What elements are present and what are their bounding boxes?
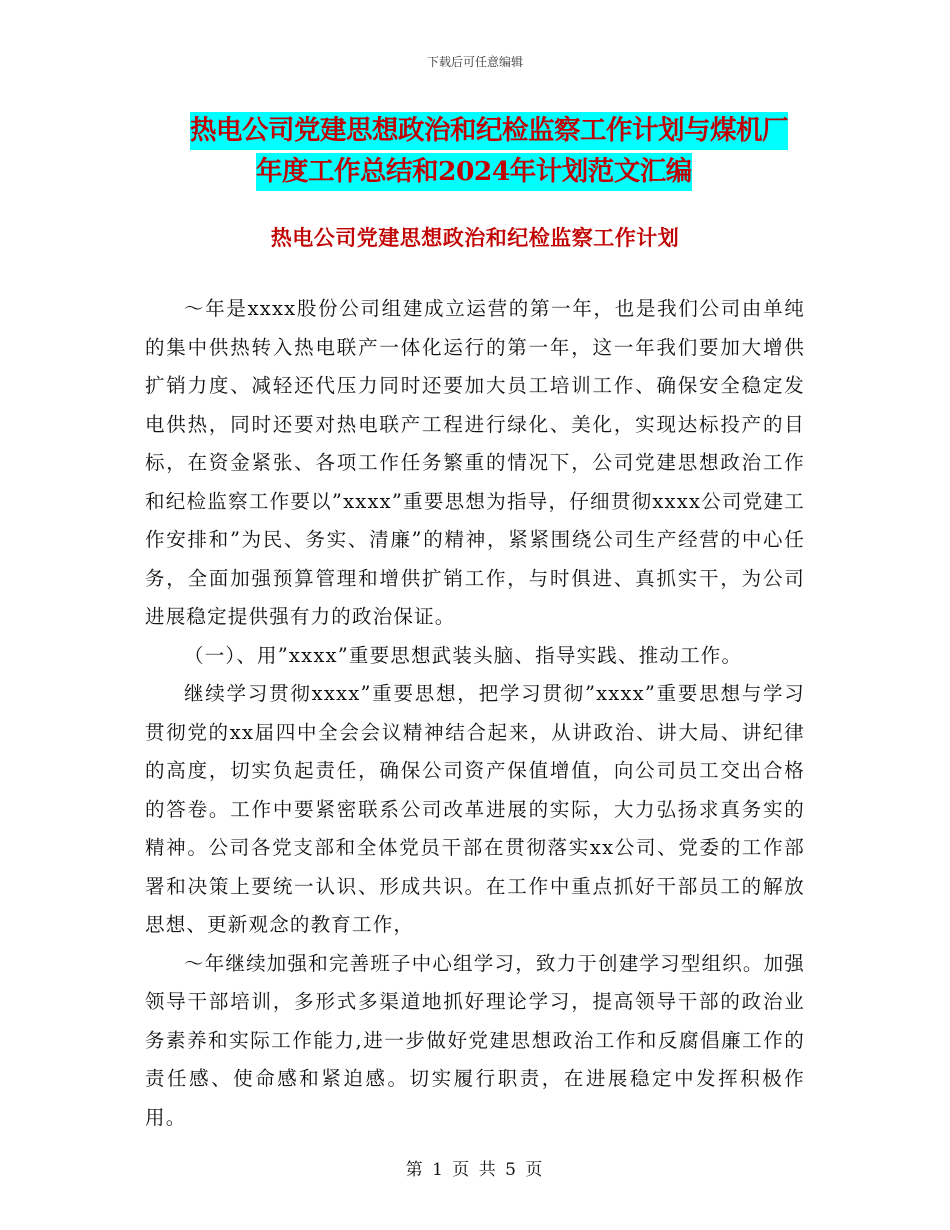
paragraph: 继续学习贯彻xxxx”重要思想，把学习贯彻”xxxx”重要思想与学习贯彻党的xx届四中全会会议精神结合起来，从讲政治、讲大局、讲纪律的高度，切实负起责任，确保公司资产保值增值，向公司员工交出合格的答卷。工作中要紧密联系公司改革进展的实际，大力弘扬求真务实的精神。公司各党支部和全体党员干部在贯彻落实xx公司、党委的工作部署和决策上要统一认识、形成共识。在工作中重点抓好干部员工的解放思想、更新观念的教育工作， — [145, 682, 805, 936]
paragraph: （一）、用”xxxx”重要思想武装头脑、指导实践、推动工作。 — [184, 643, 743, 667]
body-text — [145, 290, 805, 1137]
paragraph: ～年是xxxx股份公司组建成立运营的第一年，也是我们公司由单纯的集中供热转入热电联产一体化运行的第一年，这一年我们要加大增供扩销力度、减轻还代压力同时还要加大员工培训工作、确保安全稳定发电供热，同时还要对热电联产工程进行绿化、美化，实现达标投产的目标，在资金紧张、各项工作任务繁重的情况下，公司党建思想政治工作和纪检监察工作要以”xxxx”重要思想为指导，仔细贯彻xxxx公司党建工作安排和”为民、务实、清廉”的精神，紧紧围绕公司生产经营的中心任务，全面加强预算管理和增供扩销工作，与时俱进、真抓实干，为公司进展稳定提供强有力的政治保证。 — [145, 297, 805, 628]
title-line-2: 年度工作总结和2024年计划范文汇编 — [256, 153, 692, 191]
paragraph: ～年继续加强和完善班子中心组学习，致力于创建学习型组织。加强领导干部培训，多形式多渠道地抓好理论学习，提高领导干部的政治业务素养和实际工作能力,进一步做好党建思想政治工作和反腐倡廉工作的责任感、使命感和紧迫感。切实履行职责，在进展稳定中发挥积极作用。 — [145, 951, 806, 1129]
title-line-1: 热电公司党建思想政治和纪检监察工作计划与煤机厂 — [190, 112, 788, 150]
section-subtitle: 热电公司党建思想政治和纪检监察工作计划 — [270, 225, 680, 250]
document-title — [190, 112, 810, 191]
header-note: 下载后可任意编辑 — [426, 55, 523, 69]
page-number: 第 1 页 共 5 页 — [405, 1160, 545, 1180]
